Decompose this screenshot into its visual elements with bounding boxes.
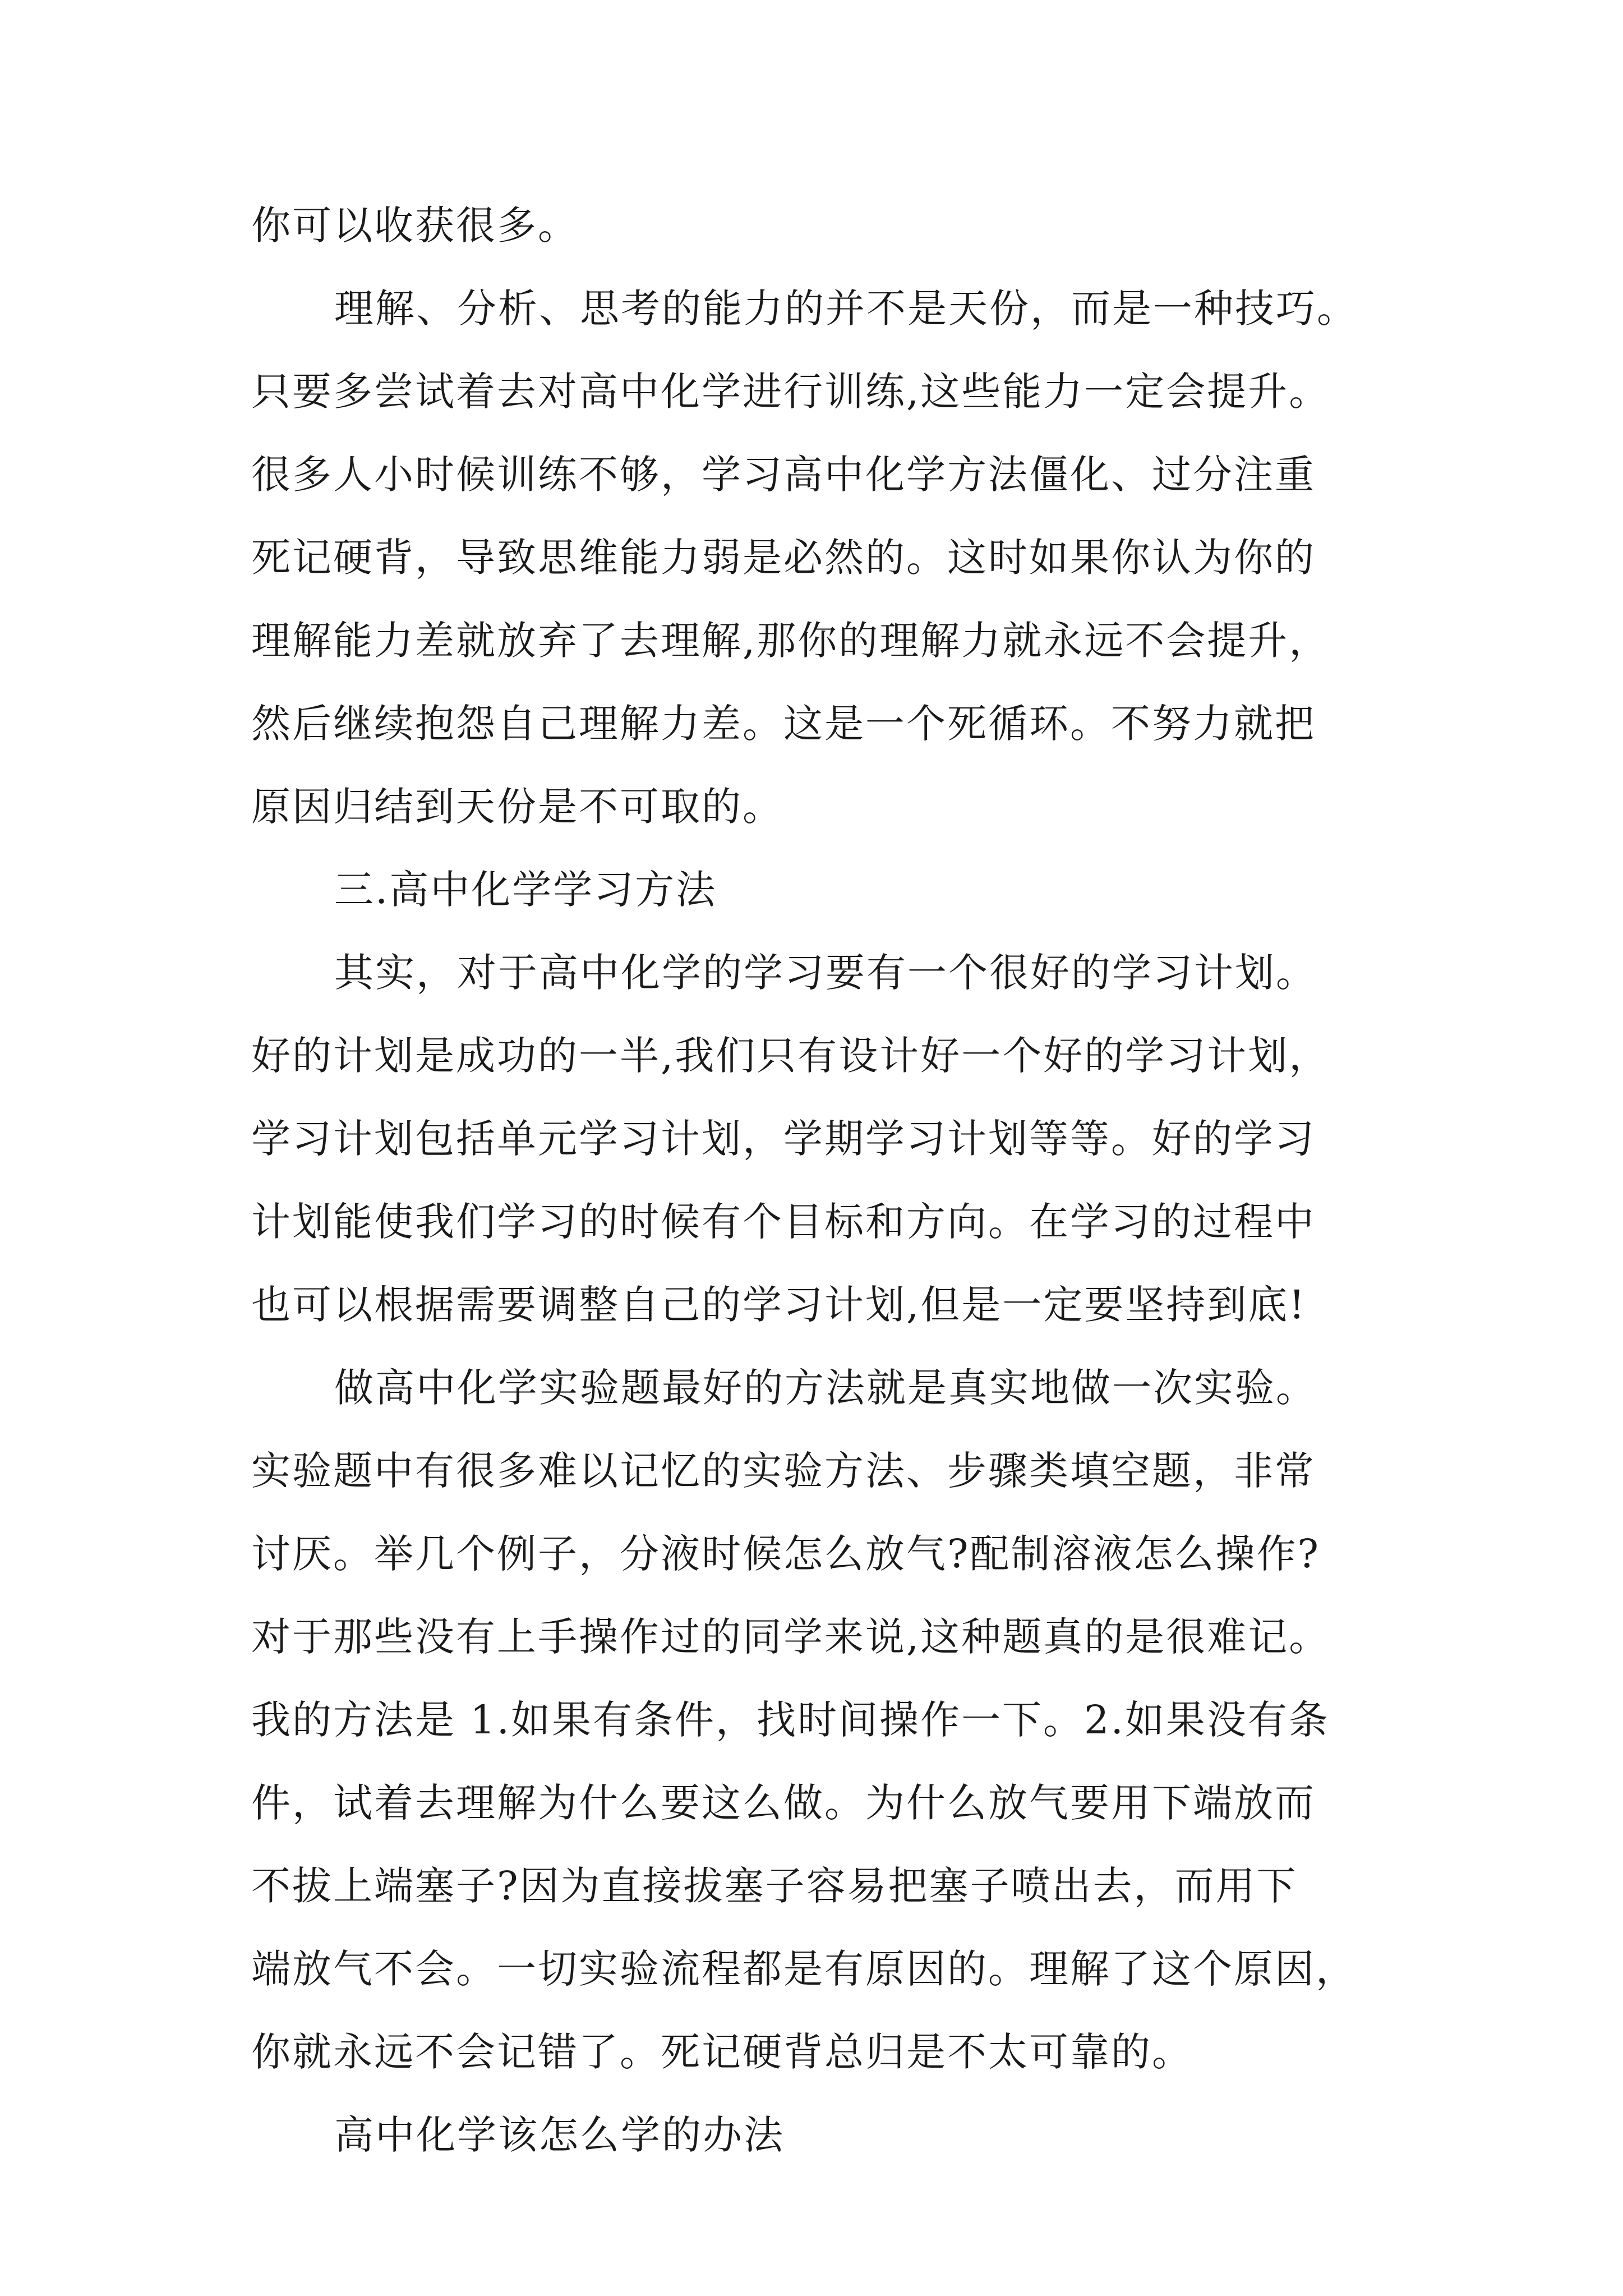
paragraph-first-line: 理解、分析、思考的能力的并不是天份，而是一种技巧。 <box>334 286 1358 332</box>
text-line: 我的方法是 1.如果有条件，找时间操作一下。2.如果没有条 <box>251 1697 1330 1743</box>
text-line: 很多人小时候训练不够，学习高中化学方法僵化、过分注重 <box>251 452 1316 498</box>
text-line: 计划能使我们学习的时候有个目标和方向。在学习的过程中 <box>251 1199 1316 1245</box>
text-line: 好的计划是成功的一半,我们只有设计好一个好的学习计划， <box>251 1033 1330 1079</box>
text-line: 对于那些没有上手操作过的同学来说,这种题真的是很难记。 <box>251 1614 1330 1660</box>
section-heading: 高中化学该怎么学的办法 <box>334 2112 785 2158</box>
text-line: 死记硬背，导致思维能力弱是必然的。这时如果你认为你的 <box>251 535 1316 581</box>
text-line: 理解能力差就放弃了去理解,那你的理解力就永远不会提升， <box>251 618 1330 664</box>
paragraph-first-line: 做高中化学实验题最好的方法就是真实地做一次实验。 <box>334 1365 1317 1411</box>
text-line: 然后继续抱怨自己理解力差。这是一个死循环。不努力就把 <box>251 701 1316 747</box>
text-line: 你就永远不会记错了。死记硬背总归是不太可靠的。 <box>251 2029 1193 2075</box>
text-line: 只要多尝试着去对高中化学进行训练,这些能力一定会提升。 <box>251 369 1330 415</box>
text-line: 学习计划包括单元学习计划，学期学习计划等等。好的学习 <box>251 1116 1316 1162</box>
text-line: 讨厌。举几个例子，分液时候怎么放气?配制溶液怎么操作? <box>251 1531 1321 1577</box>
text-line: 件，试着去理解为什么要这么做。为什么放气要用下端放而 <box>251 1780 1316 1826</box>
text-line: 也可以根据需要调整自己的学习计划,但是一定要坚持到底! <box>251 1282 1307 1328</box>
text-line: 实验题中有很多难以记忆的实验方法、步骤类填空题，非常 <box>251 1448 1316 1494</box>
text-line: 原因归结到天份是不可取的。 <box>251 784 783 830</box>
paragraph-first-line: 其实，对于高中化学的学习要有一个很好的学习计划。 <box>334 950 1317 996</box>
text-line: 你可以收获很多。 <box>251 203 579 249</box>
section-heading: 三.高中化学学习方法 <box>334 867 717 913</box>
text-line: 端放气不会。一切实验流程都是有原因的。理解了这个原因， <box>251 1946 1357 1992</box>
text-line: 不拔上端塞子?因为直接拔塞子容易把塞子喷出去，而用下 <box>251 1863 1298 1909</box>
